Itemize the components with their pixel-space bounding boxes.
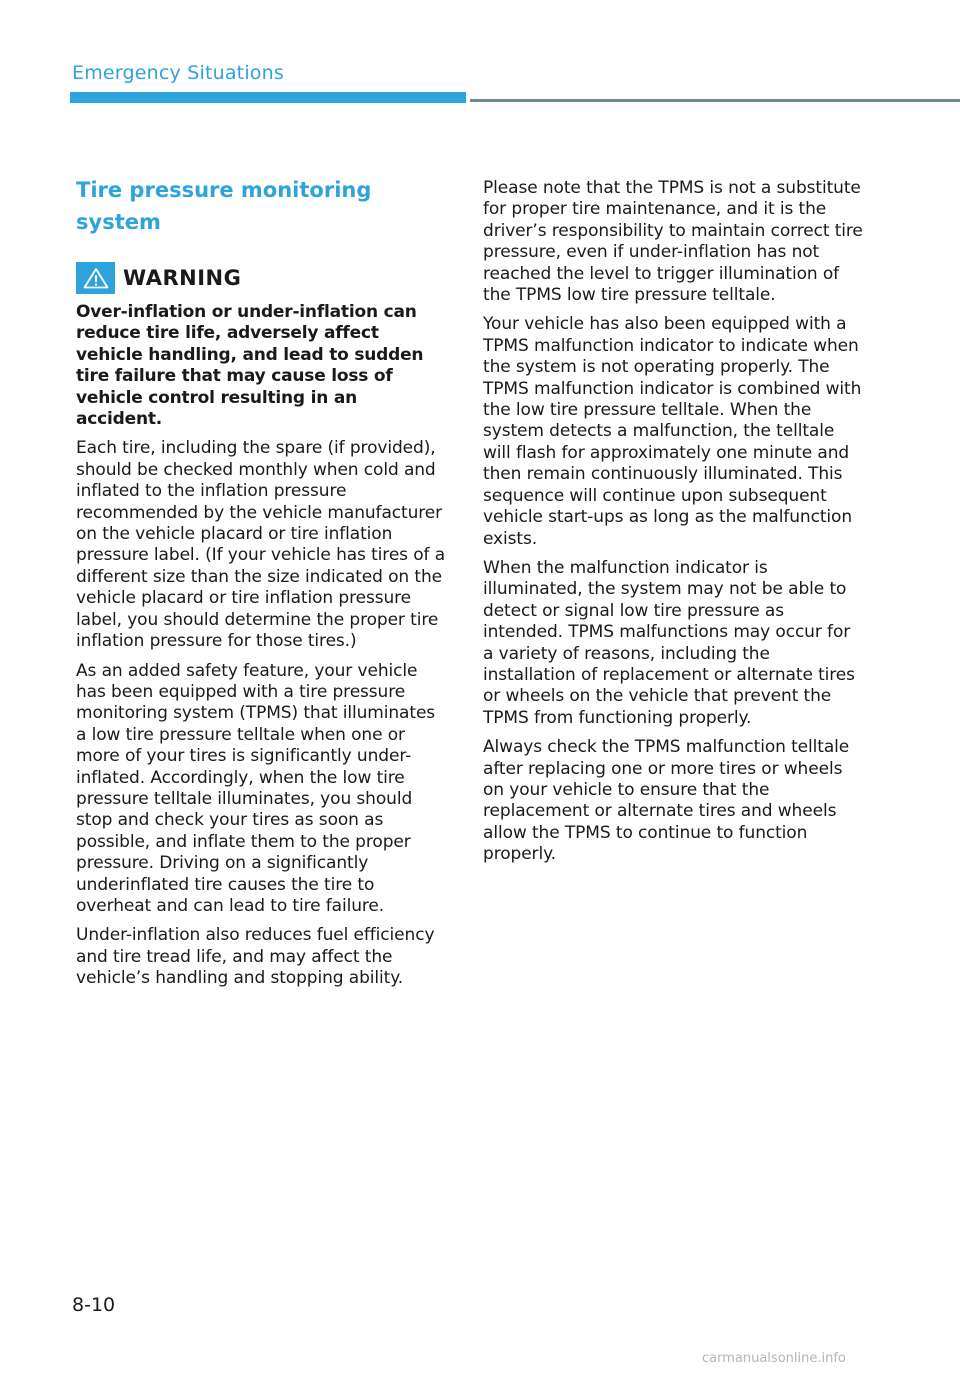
paragraph: Please note that the TPMS is not a substitute for proper tire maintenance, and it is the driver’s responsibility to maintain correct tire pressure, even if under-inflation has not reached the level to trigger illumination of the TPMS low tire pressure telltale.: [483, 178, 863, 306]
paragraph: Always check the TPMS malfunction telltale after replacing one or more tires or wheels on your vehicle to ensure that the replacement or alternate tires and wheels allow the TPMS to continue to function properly.: [483, 737, 850, 865]
right-column: [483, 178, 863, 874]
section-title: Tire pressure monitoring system: [76, 178, 372, 234]
paragraph: Each tire, including the spare (if provided), should be checked monthly when cold and inflated to the inflation pressure recommended by the vehicle manufacturer on the vehicle placard or tire inflation pressure label. (If your vehicle has tires of a different size than the size indicated on the vehicle placard or tire inflation pressure label, you should determine the proper tire inflation pressure for those tires.): [76, 438, 446, 652]
paragraph: As an added safety feature, your vehicle has been equipped with a tire pressure monitoring system (TPMS) that illuminates a low tire pressure telltale when one or more of your tires is significantly under-inflated. Accordingly, when the low tire pressure telltale illuminates, you should stop and check your tires as soon as possible, and inflate them to the proper pressure. Driving on a significantly underinflated tire causes the tire to overheat and can lead to tire failure.: [76, 660, 436, 916]
paragraph: Your vehicle has also been equipped with a TPMS malfunction indicator to indicate when the system is not operating properly. The TPMS malfunction indicator is combined with the low tire pressure telltale. When the system detects a malfunction, the telltale will flash for approximately one minute and then remain continuously illuminated. This sequence will continue upon subsequent vehicle start-ups as long as the malfunction exists.: [483, 314, 862, 549]
section-header: Emergency Situations: [72, 62, 284, 84]
watermark: carmanualsonline.info: [702, 1351, 846, 1366]
warning-text: Over-inflation or under-inflation can reduce tire life, adversely affect vehicle handling, and lead to sudden tire failure that may cause loss of vehicle control resulting in an accident.: [76, 302, 424, 430]
paragraph: When the malfunction indicator is illuminated, the system may not be able to detect or signal low tire pressure as intended. TPMS malfunctions may occur for a variety of reasons, including the installation of replacement or alternate tires or wheels on the vehicle that prevent the TPMS from functioning properly.: [483, 557, 855, 728]
warning-label: WARNING: [123, 266, 242, 290]
left-column: [76, 174, 448, 998]
header-rule-blue: [70, 92, 466, 103]
header-rule-gray: [470, 99, 960, 102]
page-number: 8-10: [72, 1294, 116, 1316]
warning-triangle-icon: [76, 262, 115, 294]
warning-heading: [76, 262, 448, 294]
paragraph: Under-inflation also reduces fuel efficiency and tire tread life, and may affect the vehicle’s handling and stopping ability.: [76, 925, 435, 989]
